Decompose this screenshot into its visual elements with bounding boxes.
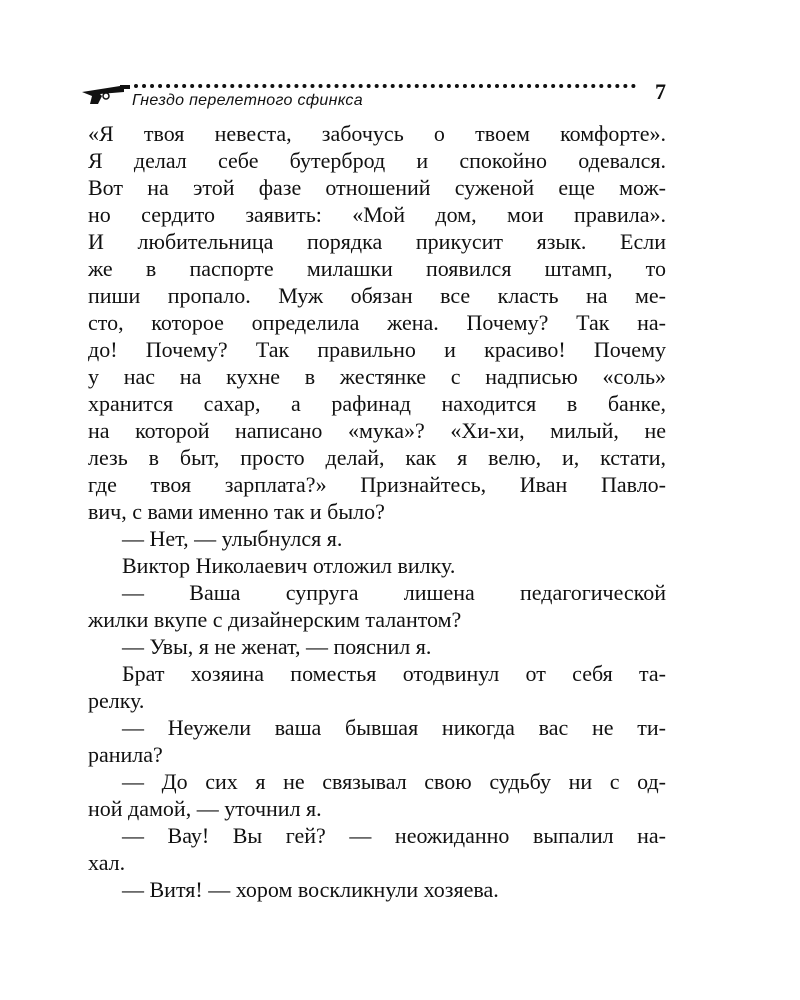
- text-line: до! Почему? Так правильно и красиво! Почему: [88, 337, 666, 362]
- text-line: ранила?: [88, 742, 163, 767]
- page-header: [80, 74, 670, 114]
- text-line: но сердито заявить: «Мой дом, мои правила».: [88, 202, 666, 227]
- text-line: на которой написано «мука»? «Хи-хи, милый, не: [88, 418, 666, 443]
- body-text: [88, 120, 666, 903]
- text-line: же в паспорте милашки появился штамп, то: [88, 256, 666, 281]
- text-line: хал.: [88, 850, 126, 875]
- header-dotted-rule: [134, 84, 636, 88]
- text-line: Виктор Николаевич отложил вилку.: [122, 553, 456, 578]
- text-line: — Витя! — хором воскликнули хозяева.: [122, 877, 499, 902]
- text-line: ной дамой, — уточнил я.: [88, 796, 322, 821]
- text-line: — Ваша супруга лишена педагогической: [122, 580, 666, 605]
- text-line: пиши пропало. Муж обязан все класть на ме-: [88, 283, 666, 308]
- text-line: лезь в быт, просто делай, как я велю, и, кстати,: [88, 445, 666, 470]
- running-title: Гнездо перелетного сфинкса: [132, 92, 363, 109]
- text-line: где твоя зарплата?» Признайтесь, Иван Павло-: [88, 472, 666, 497]
- text-line: — Нет, — улыбнулся я.: [122, 526, 343, 551]
- text-line: Брат хозяина поместья отодвинул от себя та-: [122, 661, 666, 686]
- text-line: «Я твоя невеста, забочусь о твоем комфорте».: [88, 121, 666, 146]
- revolver-icon: [80, 78, 132, 108]
- text-line: жилки вкупе с дизайнерским талантом?: [88, 607, 462, 632]
- text-line: — Вау! Вы гей? — неожиданно выпалил на-: [122, 823, 666, 848]
- text-line: у нас на кухне в жестянке с надписью «соль»: [88, 364, 666, 389]
- text-line: Вот на этой фазе отношений суженой еще мож-: [88, 175, 666, 200]
- text-line: — Неужели ваша бывшая никогда вас не ти-: [122, 715, 666, 740]
- text-line: сто, которое определила жена. Почему? Так на-: [88, 310, 666, 335]
- page-number: 7: [655, 79, 666, 104]
- text-line: хранится сахар, а рафинад находится в банке,: [88, 391, 666, 416]
- text-line: — Увы, я не женат, — пояснил я.: [122, 634, 432, 659]
- text-line: релку.: [88, 688, 145, 713]
- text-line: вич, с вами именно так и было?: [88, 499, 385, 524]
- text-line: И любительница порядка прикусит язык. Если: [88, 229, 666, 254]
- text-line: Я делал себе бутерброд и спокойно одевался.: [88, 148, 666, 173]
- text-line: — До сих я не связывал свою судьбу ни с од-: [122, 769, 666, 794]
